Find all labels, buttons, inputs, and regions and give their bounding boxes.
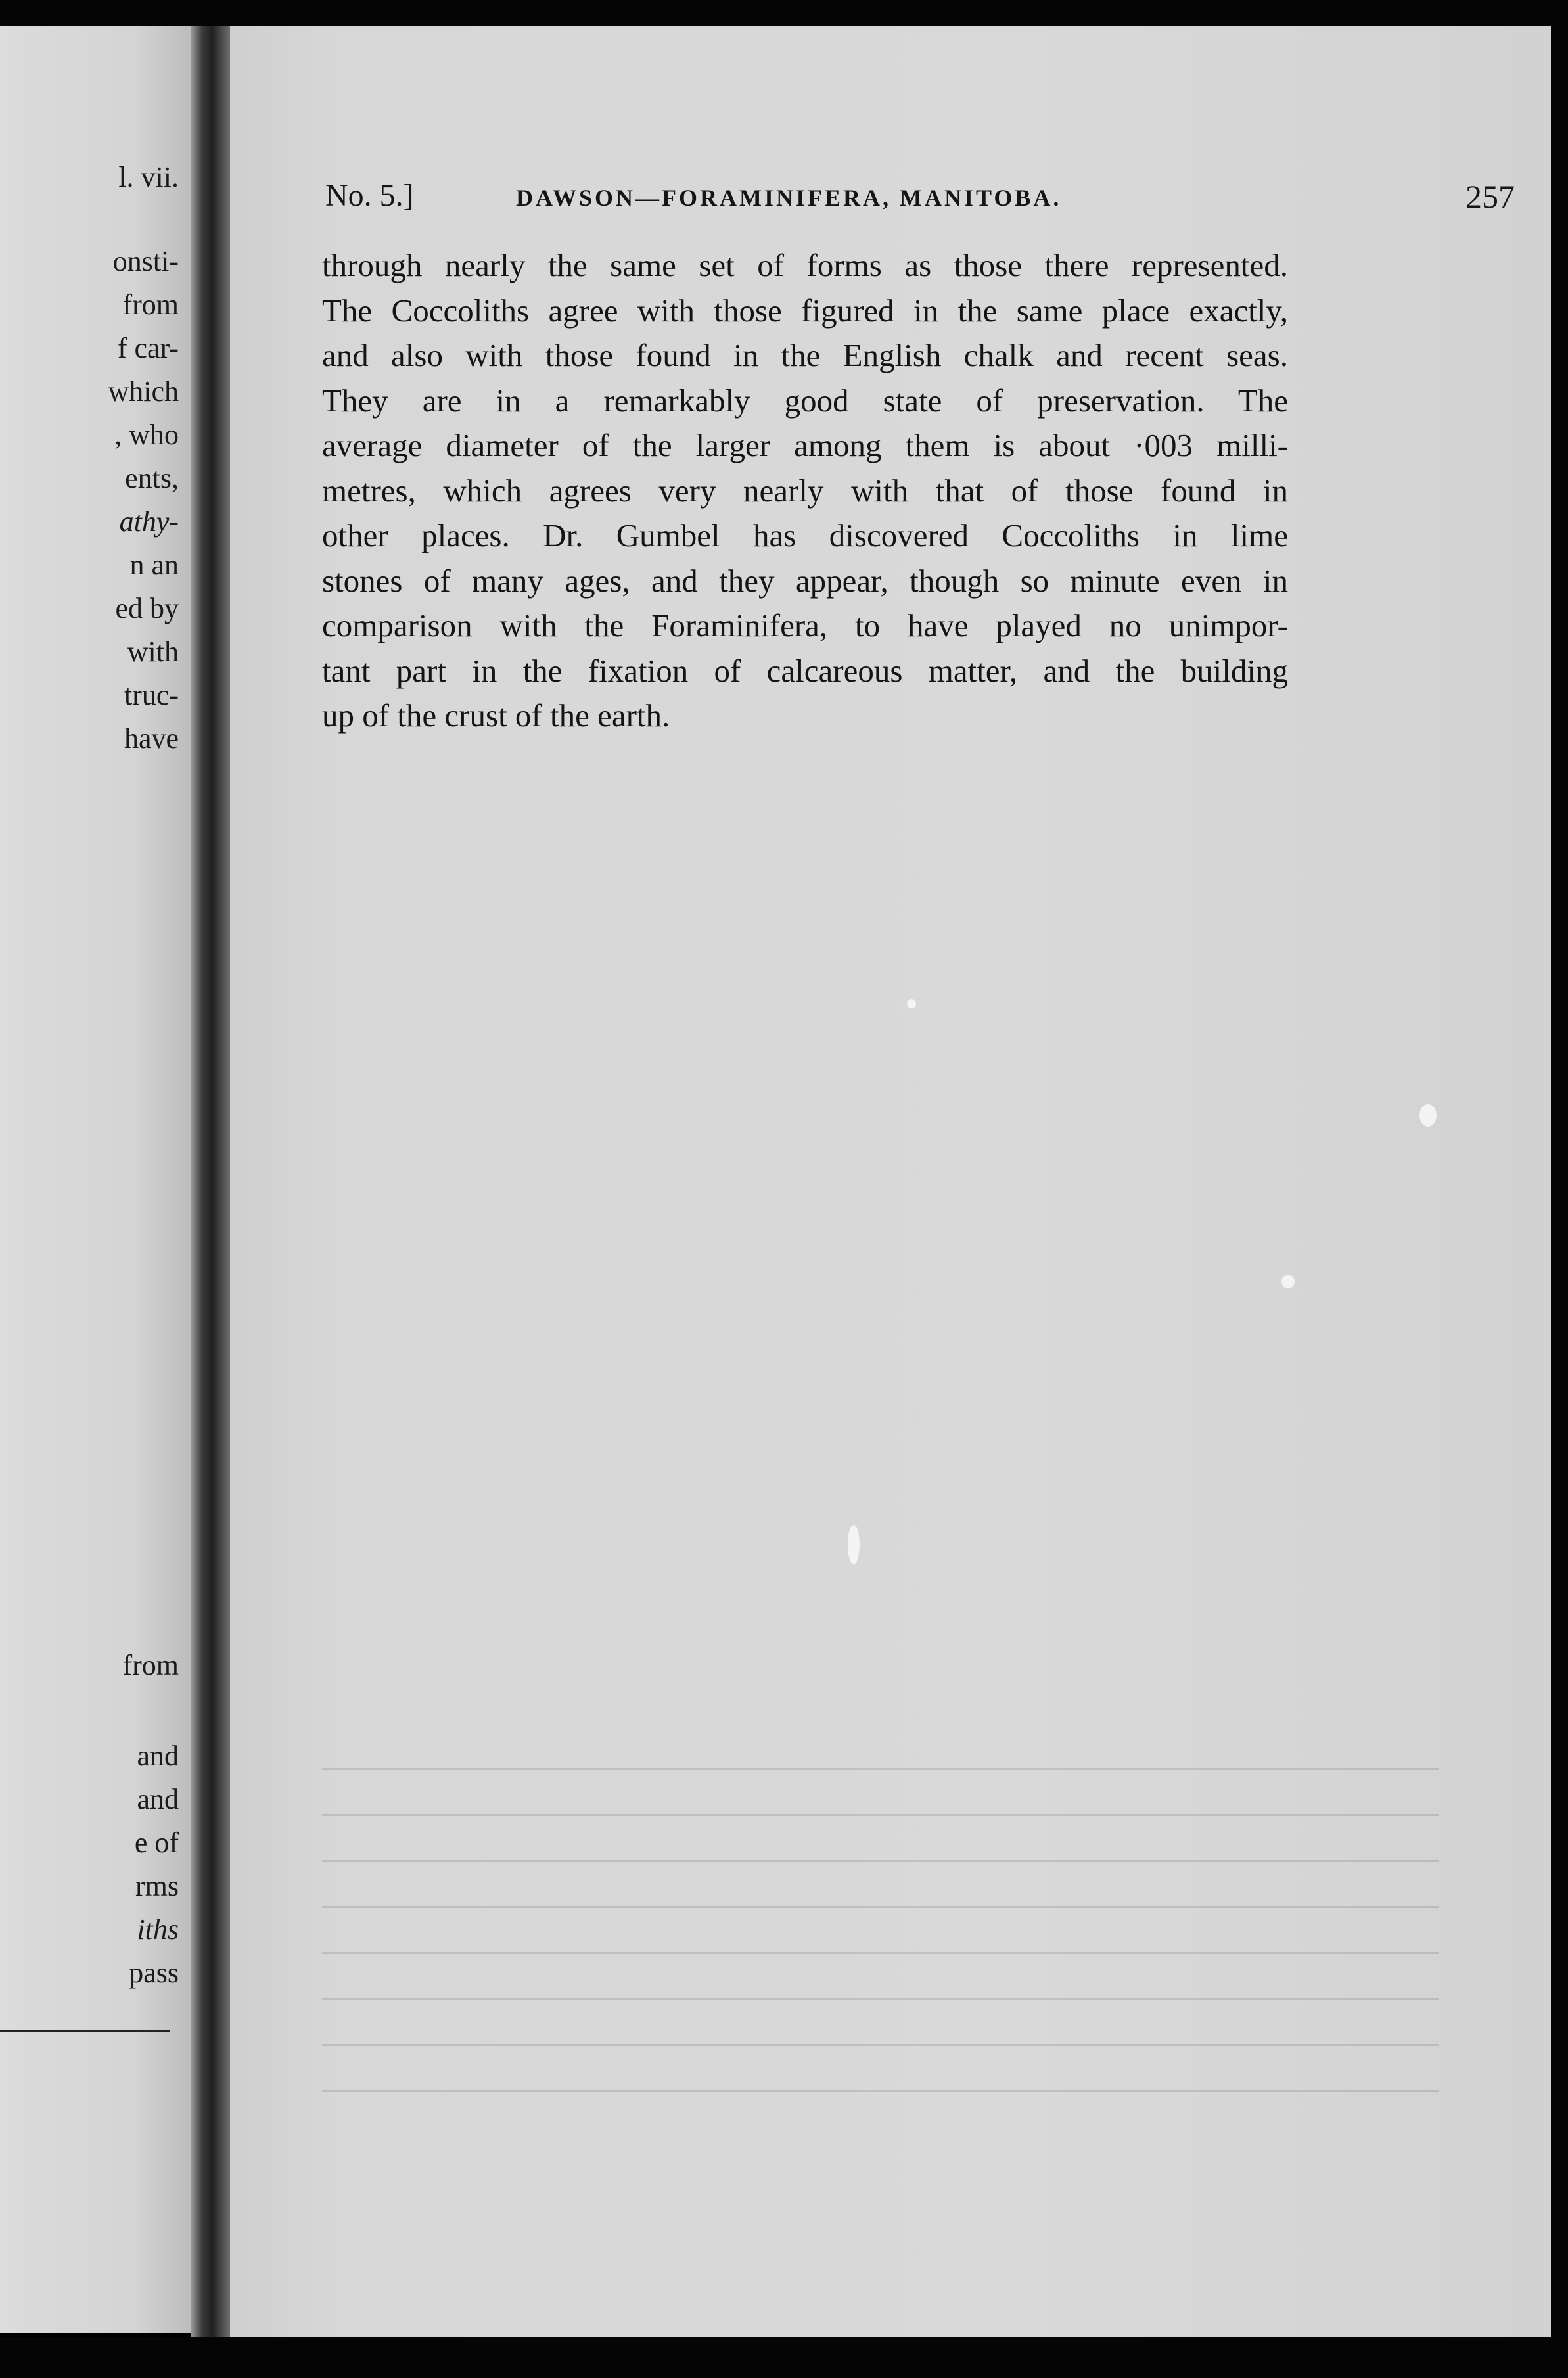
body-line: The Coccoliths agree with those figured in the same place exactly, [322, 292, 1288, 329]
left-page-line: athy- [119, 505, 179, 538]
left-page-line: , who [114, 419, 179, 451]
bleed-through-line [322, 1860, 1439, 1862]
body-line: metres, which agrees very nearly with that of those found in [322, 472, 1288, 509]
body-line: tant part in the fixation of calcareous matter, and the building [322, 652, 1288, 689]
bleed-through-line [322, 1998, 1439, 2000]
page-gutter [191, 26, 230, 2340]
left-page-line: n an [129, 549, 179, 581]
bleed-through-line [322, 1906, 1439, 1908]
left-page-line: and [137, 1783, 179, 1815]
left-page-line: rms [135, 1870, 179, 1902]
body-line: They are in a remarkably good state of preservation. The [322, 382, 1288, 419]
running-head [325, 177, 1515, 223]
body-line: stones of many ages, and they appear, though so minute even in [322, 562, 1288, 599]
left-page-line: l. vii. [118, 161, 179, 193]
dust-speck [907, 999, 916, 1008]
dust-speck [848, 1525, 860, 1564]
dust-speck [1281, 1275, 1295, 1288]
bleed-through-line [322, 2090, 1439, 2092]
left-page-line: from [122, 289, 179, 321]
body-line: and also with those found in the English chalk and recent seas. [322, 337, 1288, 373]
bleed-through-line [322, 2044, 1439, 2046]
left-page-line: and [137, 1740, 179, 1772]
page-number: 257 [1465, 178, 1515, 215]
left-page-rule [0, 2030, 170, 2032]
dust-speck [1419, 1104, 1437, 1127]
left-page-line: ed by [115, 592, 179, 624]
left-page-line: e of [134, 1827, 179, 1859]
body-line: up of the crust of the earth. [322, 697, 670, 734]
left-page-line: have [124, 722, 179, 755]
scan-frame-bottom [0, 2337, 1568, 2378]
issue-number: No. 5.] [325, 178, 414, 213]
running-title: DAWSON—FORAMINIFERA, MANITOBA. [516, 185, 1062, 211]
left-page-line: ents, [125, 462, 179, 494]
body-line: through nearly the same set of forms as those there represented. [322, 247, 1288, 283]
left-page-line: truc- [124, 679, 179, 711]
left-page-line: onsti- [112, 245, 179, 277]
left-page-line: f car- [117, 332, 179, 364]
left-page-line: which [108, 375, 179, 408]
body-line: other places. Dr. Gumbel has discovered Coccoliths in lime [322, 517, 1288, 553]
body-paragraph [322, 243, 1288, 739]
left-page-line: iths [137, 1913, 179, 1946]
main-page [230, 26, 1551, 2337]
left-page [0, 26, 191, 2333]
body-line: comparison with the Foraminifera, to have played no unimpor- [322, 607, 1288, 643]
body-line: average diameter of the larger among them is about ·003 milli- [322, 427, 1288, 463]
bleed-through-line [322, 1768, 1439, 1770]
left-page-line: with [127, 636, 179, 668]
left-page-line: from [122, 1649, 179, 1681]
left-page-line: pass [129, 1957, 179, 1989]
bleed-through-line [322, 1814, 1439, 1816]
scan-frame-right [1551, 0, 1568, 2378]
bleed-through-line [322, 1952, 1439, 1954]
